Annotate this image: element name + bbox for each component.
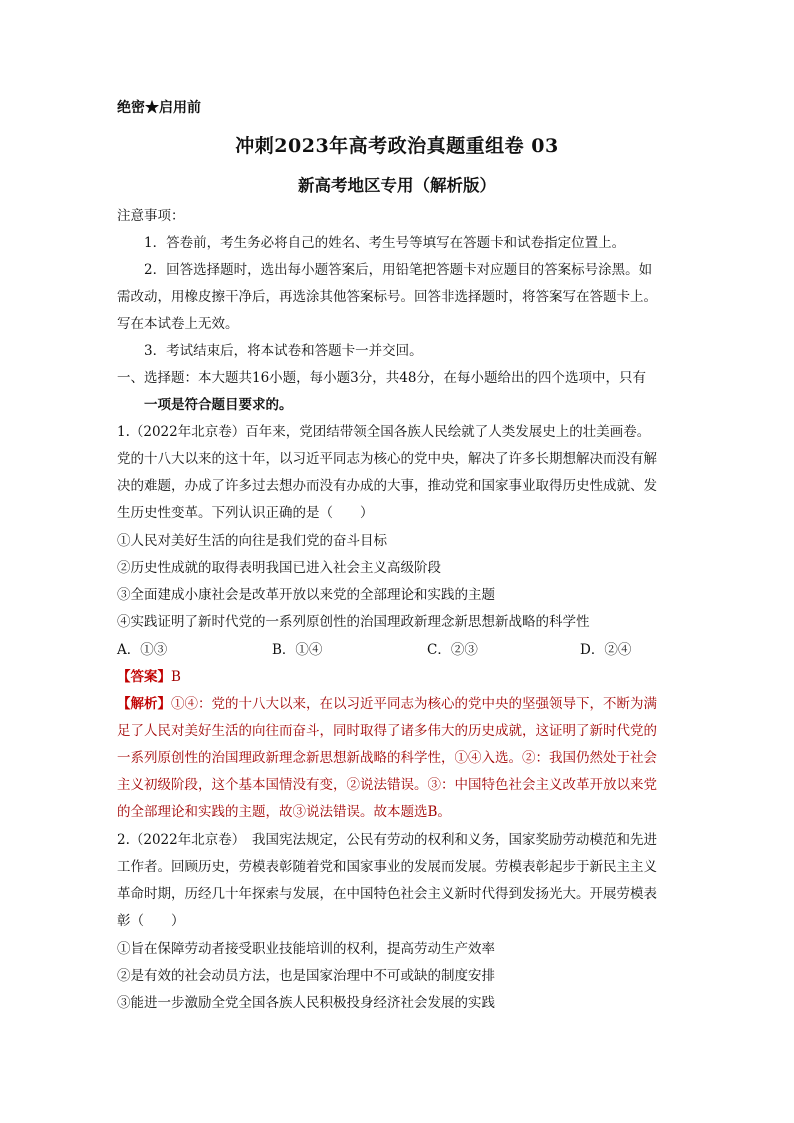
options-row	[117, 640, 677, 660]
section-heading: 一、选择题：本大题共16小题，每小题3分，共48分，在每小题给出的四个选项中，只有	[117, 370, 646, 386]
question-stem: 革命时期，历经几十年探索与发展，在中国特色社会主义新时代得到发扬光大。开展劳模表	[117, 886, 657, 902]
option-b: B．①④	[272, 642, 323, 658]
answer-line	[117, 667, 181, 687]
analysis-text: 的全部理论和实践的主题，故③说法错误。故本题选B。	[117, 804, 451, 820]
question-stem: 党的十八大以来的这十年，以习近平同志为核心的党中央，解决了许多长期想解决而没有解	[117, 451, 657, 467]
section-heading-cont: 一项是符合题目要求的。	[144, 397, 293, 413]
question-stem: 1.（2022年北京卷）百年来，党团结带领全国各族人民绘就了人类发展史上的壮美画卷。	[117, 424, 651, 440]
notice-item: 写在本试卷上无效。	[117, 316, 239, 332]
analysis-line	[117, 694, 657, 714]
statement: ④实践证明了新时代党的一系列原创性的治国理政新理念新思想新战略的科学性	[117, 614, 590, 630]
question-stem: 生历史性变革。下列认识正确的是（ ）	[117, 505, 374, 521]
option-a: A．①③	[117, 642, 168, 658]
statement: ②历史性成就的取得表明我国已进入社会主义高级阶段	[117, 560, 441, 576]
analysis-label: 【解析】	[117, 696, 171, 712]
statement: ③能进一步激励全党全国各族人民积极投身经济社会发展的实践	[117, 995, 495, 1011]
answer-label: 【答案】	[117, 669, 171, 685]
question-stem: 决的难题，办成了许多过去想办而没有办成的大事，推动党和国家事业取得历史性成就、发	[117, 478, 657, 494]
notice-item: 3．考试结束后，将本试卷和答题卡一并交回。	[144, 343, 423, 359]
notice-heading: 注意事项：	[117, 208, 185, 224]
statement: ③全面建成小康社会是改革开放以来党的全部理论和实践的主题	[117, 587, 495, 603]
analysis-text: 主义初级阶段，这个基本国情没有变，②说法错误。③：中国特色社会主义改革开放以来党	[117, 777, 657, 793]
question-stem: 2.（2022年北京卷） 我国宪法规定，公民有劳动的权利和义务，国家奖励劳动模范和先进	[117, 832, 657, 848]
statement: ①旨在保障劳动者接受职业技能培训的权利，提高劳动生产效率	[117, 941, 495, 957]
notice-item: 1．答卷前，考生务必将自己的姓名、考生号等填写在答题卡和试卷指定位置上。	[144, 235, 626, 251]
confidential-label: 绝密★启用前	[117, 100, 201, 116]
page-title: 冲刺2023年高考政治真题重组卷 03	[235, 135, 559, 157]
statement: ②是有效的社会动员方法，也是国家治理中不可或缺的制度安排	[117, 968, 495, 984]
answer-value: B	[171, 669, 181, 685]
option-d: D．②④	[580, 642, 632, 658]
question-stem: 彰（ ）	[117, 913, 185, 929]
option-c: C．②③	[427, 642, 478, 658]
statement: ①人民对美好生活的向往是我们党的奋斗目标	[117, 533, 387, 549]
question-stem: 工作者。回顾历史，劳模表彰随着党和国家事业的发展而发展。劳模表彰起步于新民主主义	[117, 859, 657, 875]
notice-item: 2．回答选择题时，选出每小题答案后，用铅笔把答题卡对应题目的答案标号涂黑。如	[144, 262, 653, 278]
analysis-text: ①④：党的十八大以来，在以习近平同志为核心的党中央的坚强领导下，不断为满	[171, 696, 657, 712]
notice-item: 需改动，用橡皮擦干净后，再选涂其他答案标号。回答非选择题时，将答案写在答题卡上。	[117, 289, 657, 305]
analysis-text: 一系列原创性的治国理政新理念新思想新战略的科学性，①④入选。②：我国仍然处于社会	[117, 750, 657, 766]
page-subtitle: 新高考地区专用（解析版）	[298, 176, 496, 195]
analysis-text: 足了人民对美好生活的向往而奋斗，同时取得了诸多伟大的历史成就，这证明了新时代党的	[117, 723, 657, 739]
